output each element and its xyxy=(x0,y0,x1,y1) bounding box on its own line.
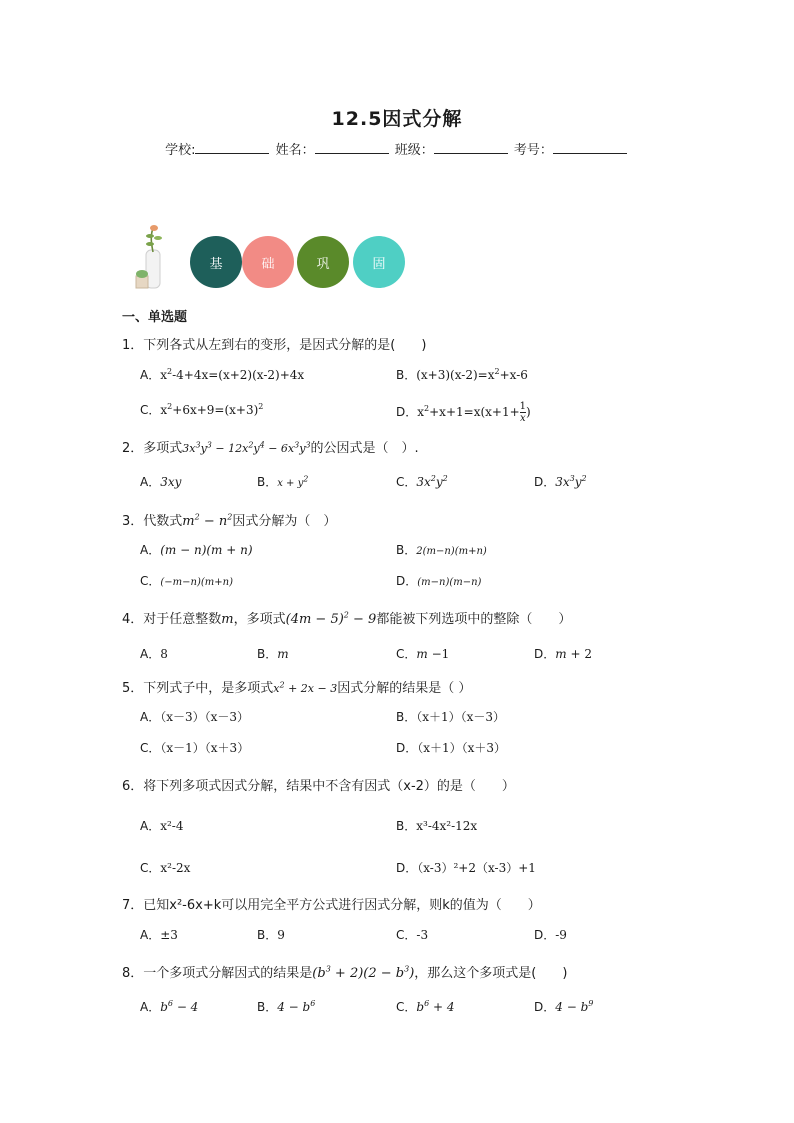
option-label: D． xyxy=(534,475,556,489)
q1-option-d[interactable]: D．$x^2+x+1=x(x+1+$ $\frac{1}{x}$ ) xyxy=(396,401,531,424)
name-label: 姓名： xyxy=(275,143,315,158)
badge-gu xyxy=(353,236,405,288)
option-value: -9 xyxy=(555,928,567,942)
q3-option-a[interactable]: A．(m − n)(m + n) xyxy=(140,543,253,557)
question-5: 5．下列式子中，是多项式$x^2 + 2x - 3$因式分解的结果是（ ） xyxy=(122,680,472,696)
name-blank[interactable] xyxy=(315,141,389,154)
stem-text: 因式分解为（ ） xyxy=(232,514,337,529)
option-label: B． xyxy=(396,368,417,382)
q4-option-d[interactable]: D．m + 2 xyxy=(534,647,592,661)
option-value: （x＋1）（x－3） xyxy=(416,710,506,724)
badge-ji xyxy=(190,236,242,288)
q5-option-b[interactable] xyxy=(396,708,505,725)
badge-label: 基 xyxy=(209,256,223,272)
option-value: （x＋1）（x＋3） xyxy=(417,741,507,755)
option-value: x³-4x²-12x xyxy=(416,819,478,833)
q2-option-a[interactable]: A．3xy xyxy=(140,475,182,489)
badge-label: 础 xyxy=(261,256,275,272)
q8-option-d[interactable]: D．$4 - b^9$ xyxy=(534,999,594,1014)
option-value: （x-3）²+2（x-3）+1 xyxy=(417,861,536,875)
q3-option-d[interactable]: D．(m−n)(m−n) xyxy=(396,574,482,588)
option-label: C． xyxy=(140,403,161,417)
stem-text: 2．多项式 xyxy=(122,441,183,456)
option-label: D． xyxy=(396,574,418,588)
option-label: D． xyxy=(534,1000,556,1014)
option-label: D． xyxy=(396,861,418,875)
badge-label: 固 xyxy=(372,256,386,272)
q6-option-c[interactable] xyxy=(140,859,190,876)
question-4: 4．对于任意整数m，多项式$(4m - 5)^2 - 9$都能被下列选项中的整除（ ） xyxy=(122,610,572,627)
option-label: C． xyxy=(396,475,417,489)
badge-label: 巩 xyxy=(316,256,330,272)
q6-option-b[interactable] xyxy=(396,817,477,834)
option-label: C． xyxy=(396,647,417,661)
class-label: 班级： xyxy=(394,143,434,158)
option-label: C． xyxy=(396,928,417,942)
q1-option-b[interactable]: B．$(x+3)(x-2)=x^2+x-6$ xyxy=(396,367,528,382)
option-label: A． xyxy=(140,819,161,833)
option-label: B． xyxy=(396,710,417,724)
stem-text: 3．代数式 xyxy=(122,514,183,529)
badge-gong xyxy=(297,236,349,288)
question-2: 2．多项式$3x^3y^3 - 12x^2y^4 - 6x^3y^3$的公因式是（ ）. xyxy=(122,440,419,456)
q2-option-b[interactable]: B．$x + y^2$ xyxy=(257,474,309,489)
section-heading: 一、单选题 xyxy=(122,310,188,325)
q3-option-b[interactable]: B．2(m−n)(m+n) xyxy=(396,543,487,557)
option-label: A． xyxy=(140,543,161,557)
option-value: x²-4 xyxy=(160,819,184,833)
q7-option-c[interactable] xyxy=(396,926,428,943)
option-label: A． xyxy=(140,475,161,489)
option-value: -3 xyxy=(416,928,429,942)
vase-plant-icon xyxy=(134,222,180,292)
option-value: ±3 xyxy=(160,928,178,942)
option-label: B． xyxy=(257,647,278,661)
option-label: A． xyxy=(140,647,161,661)
option-value: 9 xyxy=(277,928,285,942)
stem-text: 都能被下列选项中的整除（ ） xyxy=(376,612,572,627)
option-label: D． xyxy=(396,741,418,755)
question-7: 7．已知x²-6x+k可以用完全平方公式进行因式分解，则k的值为（ ） xyxy=(122,898,541,913)
q2-option-c[interactable]: C．$3x^2y^2$ xyxy=(396,474,448,489)
option-label: A． xyxy=(140,368,161,382)
q1-option-c[interactable]: C．$x^2+6x+9=(x+3)^2$ xyxy=(140,402,264,417)
q1-option-a[interactable]: A．$x^2-4+4x=(x+2)(x-2)+4x$ xyxy=(140,367,305,382)
q4-option-a[interactable] xyxy=(140,645,168,662)
option-label: D． xyxy=(534,928,556,942)
option-label: C． xyxy=(396,1000,417,1014)
class-blank[interactable] xyxy=(434,141,508,154)
q7-option-a[interactable] xyxy=(140,926,178,943)
option-value: x²-2x xyxy=(160,861,191,875)
page-title: 12.5因式分解 xyxy=(331,108,463,130)
option-label: D． xyxy=(534,647,556,661)
q2-option-d[interactable]: D．$3x^3y^2$ xyxy=(534,474,587,489)
q6-option-d[interactable] xyxy=(396,859,536,876)
school-blank[interactable] xyxy=(195,141,269,154)
number-label: 考号： xyxy=(513,143,553,158)
option-label: C． xyxy=(140,861,161,875)
question-3: 3．代数式$m^2 - n^2$因式分解为（ ） xyxy=(122,512,337,529)
q7-option-d[interactable] xyxy=(534,926,567,943)
option-label: B． xyxy=(257,928,278,942)
option-label: A． xyxy=(140,1000,161,1014)
q6-option-a[interactable] xyxy=(140,817,184,834)
q8-option-c[interactable]: C．$b^6 + 4$ xyxy=(396,999,455,1014)
option-label: B． xyxy=(396,543,417,557)
option-value: 8 xyxy=(160,647,168,661)
option-value: （x－1）（x＋3） xyxy=(160,741,250,755)
q4-option-b[interactable]: B．m xyxy=(257,647,289,661)
number-blank[interactable] xyxy=(553,141,627,154)
stem-text: 4．对于任意整数 xyxy=(122,612,222,627)
option-label: B． xyxy=(257,475,278,489)
option-value: （x－3）（x－3） xyxy=(160,710,250,724)
stem-text: 因式分解的结果是（ ） xyxy=(337,681,472,696)
student-info-line xyxy=(0,139,794,158)
q7-option-b[interactable] xyxy=(257,926,285,943)
q3-option-c[interactable]: C．(−m−n)(m+n) xyxy=(140,574,233,588)
option-label: A． xyxy=(140,928,161,942)
option-label: B． xyxy=(396,819,417,833)
q5-option-c[interactable] xyxy=(140,739,249,756)
option-label: C． xyxy=(140,741,161,755)
option-label: A． xyxy=(140,710,161,724)
stem-text: 5．下列式子中，是多项式 xyxy=(122,681,274,696)
badge-chu xyxy=(242,236,294,288)
option-label: D． xyxy=(396,405,418,419)
stem-text: ，那么这个多项式是( ) xyxy=(414,966,568,981)
q5-option-d[interactable] xyxy=(396,739,506,756)
question-1: 1．下列各式从左到右的变形，是因式分解的是( ) xyxy=(122,338,427,353)
q8-option-b[interactable]: B．$4 - b^6$ xyxy=(257,999,316,1014)
stem-text: 8．一个多项式分解因式的结果是 xyxy=(122,966,313,981)
school-label: 学校: xyxy=(165,143,196,158)
option-label: B． xyxy=(257,1000,278,1014)
q4-option-c[interactable]: C．m −1 xyxy=(396,647,450,661)
question-6: 6．将下列多项式因式分解，结果中不含有因式（x-2）的是（ ） xyxy=(122,779,515,794)
stem-text: ，多项式 xyxy=(233,612,286,627)
stem-text: 的公因式是（ ）. xyxy=(310,441,419,456)
question-8: 8．一个多项式分解因式的结果是$(b^3 + 2)(2 - b^3)$，那么这个多项式是( ) xyxy=(122,964,568,981)
q5-option-a[interactable] xyxy=(140,708,249,725)
option-label: C． xyxy=(140,574,161,588)
q8-option-a[interactable]: A．$b^6 - 4$ xyxy=(140,999,199,1014)
